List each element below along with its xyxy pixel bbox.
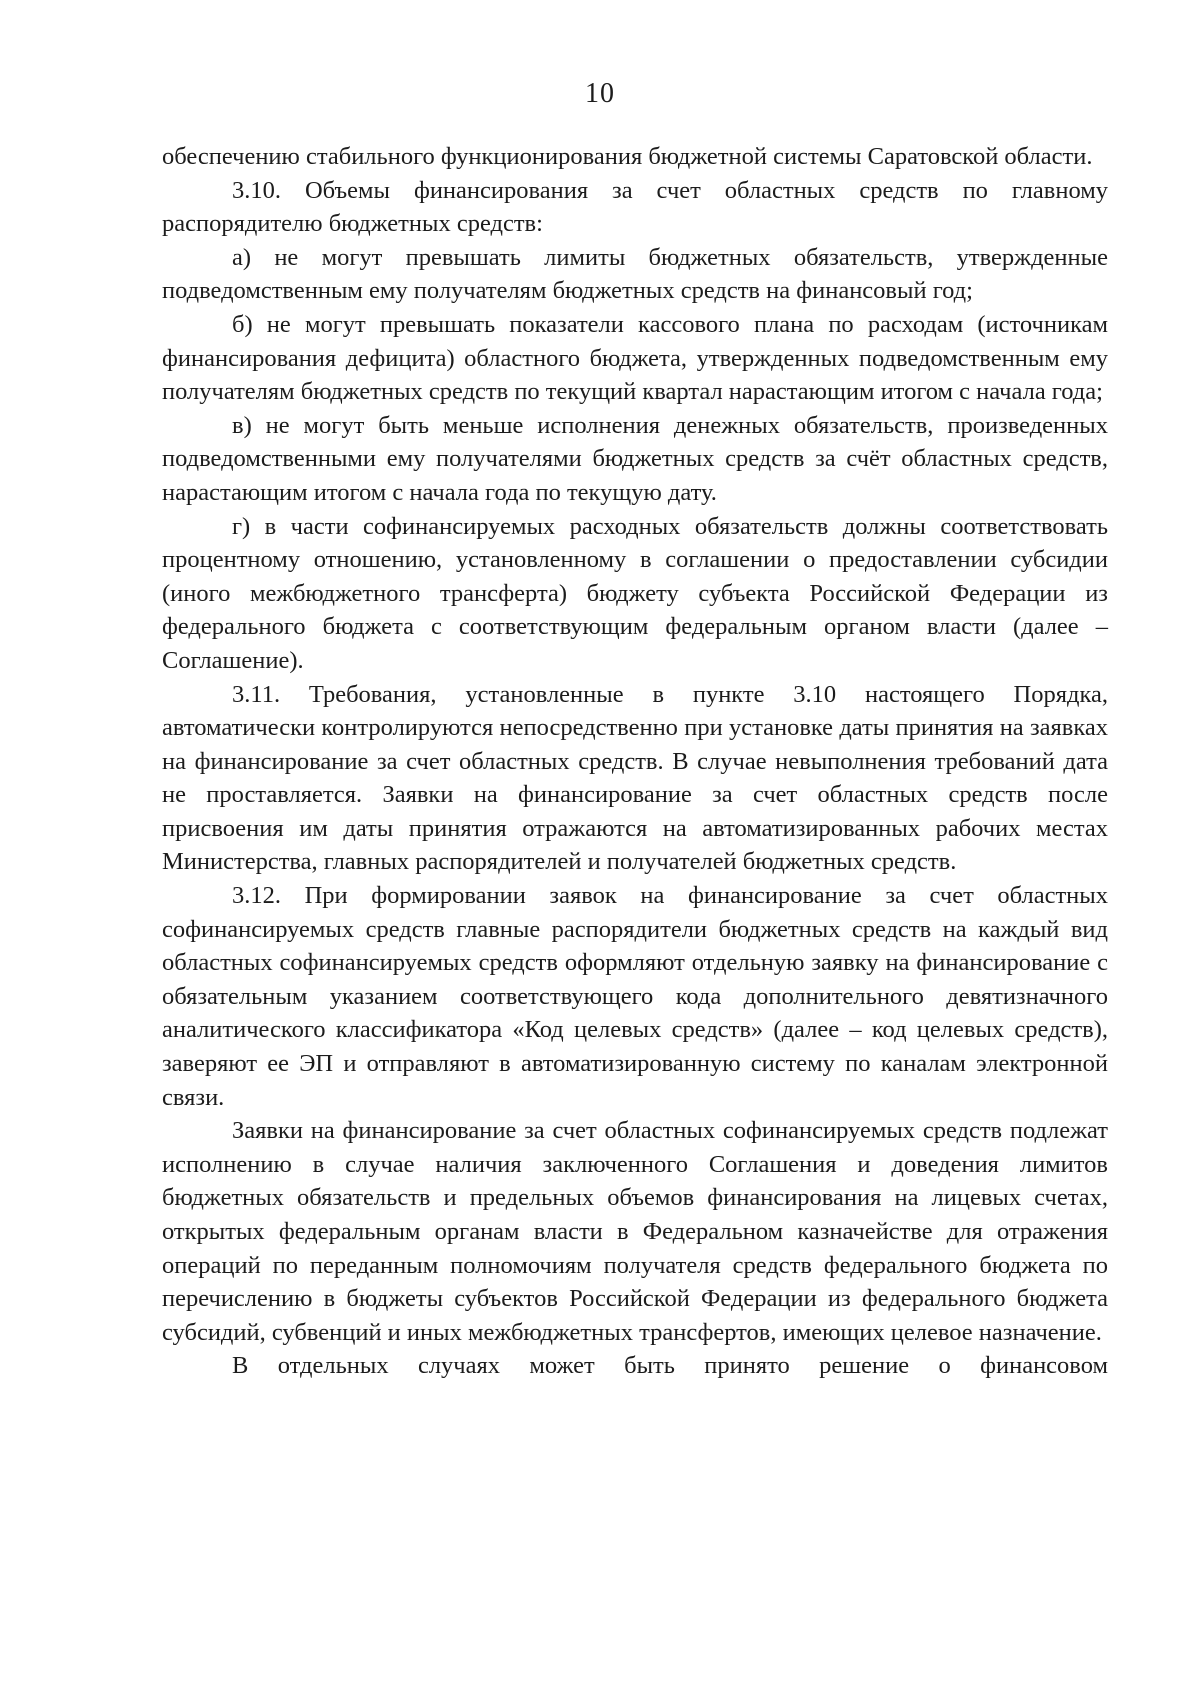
paragraph-3-10-g: г) в части софинансируемых расходных обязательств должны соответствовать процентному отношению, установленному в соглашении о предоставлении субсидии (иного межбюджетного трансферта) бюджету субъекта Российской Федерации из федерального бюджета с соответствующим федеральным органом власти (далее – Соглашение). bbox=[162, 512, 1108, 674]
paragraph-3-10: 3.10. Объемы финансирования за счет областных средств по главному распорядителю бюджетных средств: bbox=[162, 176, 1108, 238]
paragraph-3-12: 3.12. При формировании заявок на финансирование за счет областных софинансируемых средств главные распорядители бюджетных средств на каждый вид областных софинансируемых средств оформляют отдельную заявку на финансирование с обязательным указанием соответствующего кода дополнительного девятизначного аналитического классификатора «Код целевых средств» (далее – код целевых средств), заверяют ее ЭП и отправляют в автоматизированную систему по каналам электронной связи. bbox=[162, 882, 1108, 1111]
document-body bbox=[162, 140, 1108, 1383]
paragraph-3-10-a: а) не могут превышать лимиты бюджетных обязательств, утвержденные подведомственным ему получателям бюджетных средств на финансовый год; bbox=[162, 243, 1108, 305]
paragraph-continuation: обеспечению стабильного функционирования бюджетной системы Саратовской области. bbox=[162, 143, 1093, 170]
paragraph-3-11: 3.11. Требования, установленные в пункте 3.10 настоящего Порядка, автоматически контролируются непосредственно при установке даты принятия на заявках на финансирование за счет областных средств. В случае невыполнения требований дата не проставляется. Заявки на финансирование за счет областных средств после присвоения им даты принятия отражаются на автоматизированных рабочих местах Министерства, главных распорядителей и получателей бюджетных средств. bbox=[162, 680, 1108, 876]
paragraph-special-cases: В отдельных случаях может быть принято решение о финансовом bbox=[232, 1352, 1108, 1380]
paragraph-3-10-v: в) не могут быть меньше исполнения денежных обязательств, произведенных подведомственными ему получателями бюджетных средств за счёт областных средств, нарастающим итогом с начала года по текущую дату. bbox=[162, 411, 1108, 506]
paragraph-3-10-b: б) не могут превышать показатели кассового плана по расходам (источникам финансирования дефицита) областного бюджета, утвержденных подведомственным ему получателям бюджетных средств по текущий квартал нарастающим итогом с начала года; bbox=[162, 310, 1108, 406]
paragraph-cofinanced-requests: Заявки на финансирование за счет областных софинансируемых средств подлежат исполнению в случае наличия заключенного Соглашения и доведения лимитов бюджетных обязательств и предельных объемов финансирования на лицевых счетах, открытых федеральным органам власти в Федеральном казначействе для отражения операций по переданным полномочиям получателя средств федерального бюджета по перечислению в бюджеты субъектов Российской Федерации из федерального бюджета субсидий, субвенций и иных межбюджетных трансфертов, имеющих целевое назначение. bbox=[162, 1117, 1108, 1346]
page-number: 10 bbox=[585, 78, 615, 109]
